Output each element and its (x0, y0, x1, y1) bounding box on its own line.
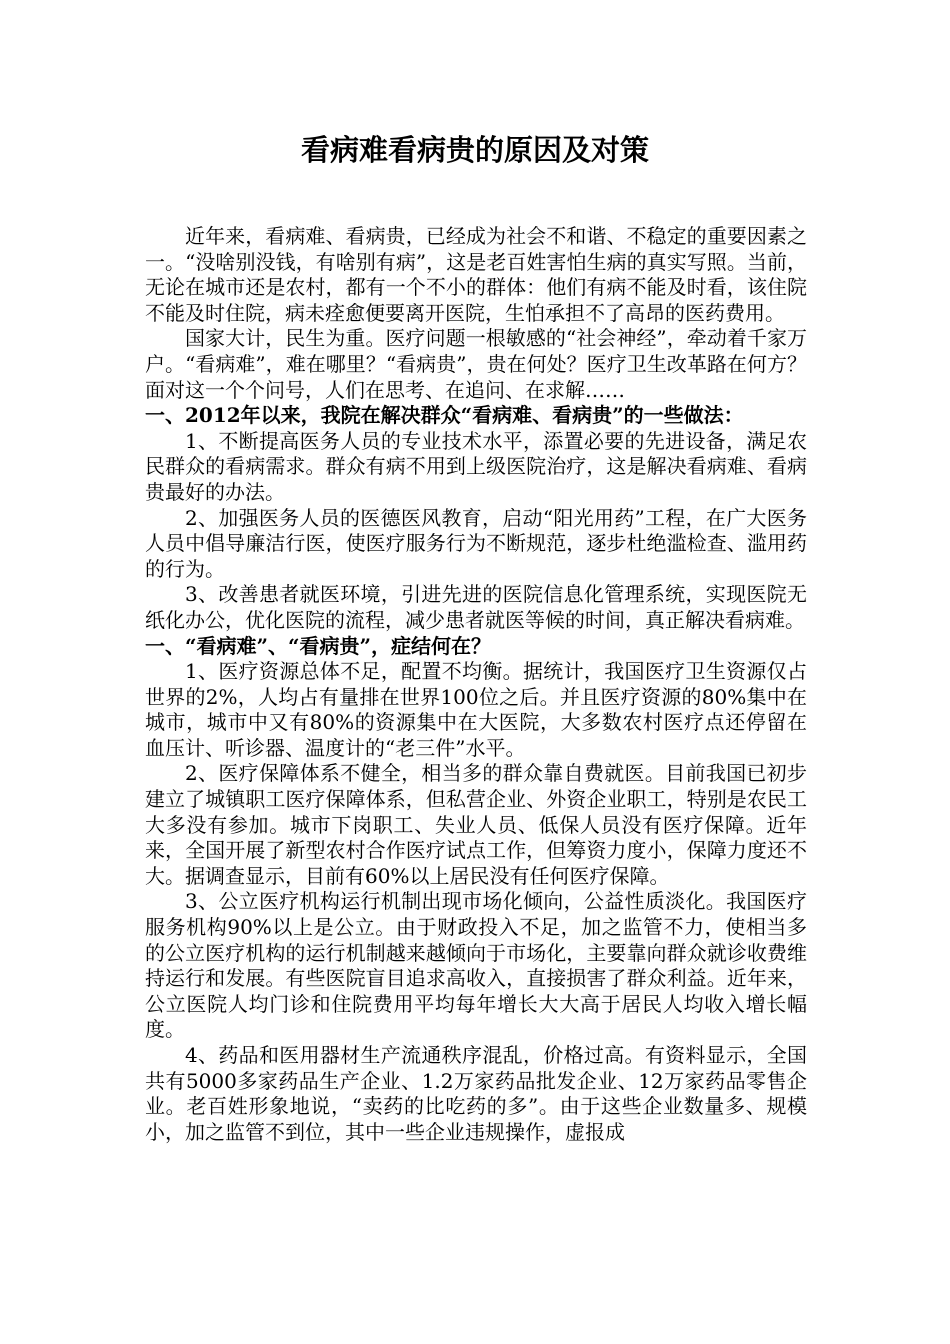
paragraph-intro-2: 国家大计，民生为重。医疗问题一根敏感的“社会神经”，牵动着千家万户。“看病难”，难在哪里？“看病贵”，贵在何处？医疗卫生改革路在何方？面对这一个个问号，人们在思考、在追问、在求解…… (145, 326, 807, 402)
document-body (145, 224, 807, 1145)
document-title: 看病难看病贵的原因及对策 (300, 133, 649, 167)
paragraph-cause-3: 3、公立医疗机构运行机制出现市场化倾向，公益性质淡化。我国医疗服务机构90%以上是公立。由于财政投入不足，加之监管不力，使相当多的公立医疗机构的运行机制越来越倾向于市场化，主要靠向群众就诊收费维持运行和发展。有些医院盲目追求高收入，直接损害了群众利益。近年来，公立医院人均门诊和住院费用平均每年增长大大高于居民人均收入增长幅度。 (145, 889, 807, 1042)
section-heading-practices: 一、2012年以来，我院在解决群众“看病难、看病贵”的一些做法： (145, 403, 744, 428)
paragraph-cause-2: 2、医疗保障体系不健全，相当多的群众靠自费就医。目前我国已初步建立了城镇职工医疗保障体系，但私营企业、外资企业职工，特别是农民工大多没有参加。城市下岗职工、失业人员、低保人员没有医疗保障。近年来，全国开展了新型农村合作医疗试点工作，但筹资力度小，保障力度还不大。据调查显示，目前有60%以上居民没有任何医疗保障。 (145, 761, 807, 888)
paragraph-cause-4: 4、药品和医用器材生产流通秩序混乱，价格过高。有资料显示，全国共有5000多家药品生产企业、1.2万家药品批发企业、12万家药品零售企业。老百姓形象地说，“卖药的比吃药的多”。由于这些企业数量多、规模小，加之监管不到位，其中一些企业违规操作，虚报成 (145, 1043, 807, 1144)
paragraph-intro-1: 近年来，看病难、看病贵，已经成为社会不和谐、不稳定的重要因素之一。“没啥别没钱，有啥别有病”，这是老百姓害怕生病的真实写照。当前，无论在城市还是农村，都有一个不小的群体：他们有病不能及时看，该住院不能及时住院，病未痊愈便要离开医院，生怕承担不了高昂的医药费用。 (145, 224, 807, 325)
paragraph-cause-1: 1、医疗资源总体不足，配置不均衡。据统计，我国医疗卫生资源仅占世界的2%，人均占有量排在世界100位之后。并且医疗资源的80%集中在城市，城市中又有80%的资源集中在大医院，大多数农村医疗点还停留在血压计、听诊器、温度计的“老三件”水平。 (145, 659, 807, 760)
paragraph-practice-3: 3、改善患者就医环境，引进先进的医院信息化管理系统，实现医院无纸化办公，优化医院的流程，减少患者就医等候的时间，真正解决看病难。 (145, 582, 807, 632)
paragraph-practice-2: 2、加强医务人员的医德医风教育，启动“阳光用药”工程，在广大医务人员中倡导廉洁行医，使医疗服务行为不断规范，逐步杜绝滥检查、滥用药的行为。 (145, 505, 807, 581)
section-heading-causes: 一、“看病难”、“看病贵”，症结何在？ (145, 633, 492, 658)
paragraph-practice-1: 1、不断提高医务人员的专业技术水平，添置必要的先进设备，满足农民群众的看病需求。群众有病不用到上级医院治疗，这是解决看病难、看病贵最好的办法。 (145, 428, 807, 504)
